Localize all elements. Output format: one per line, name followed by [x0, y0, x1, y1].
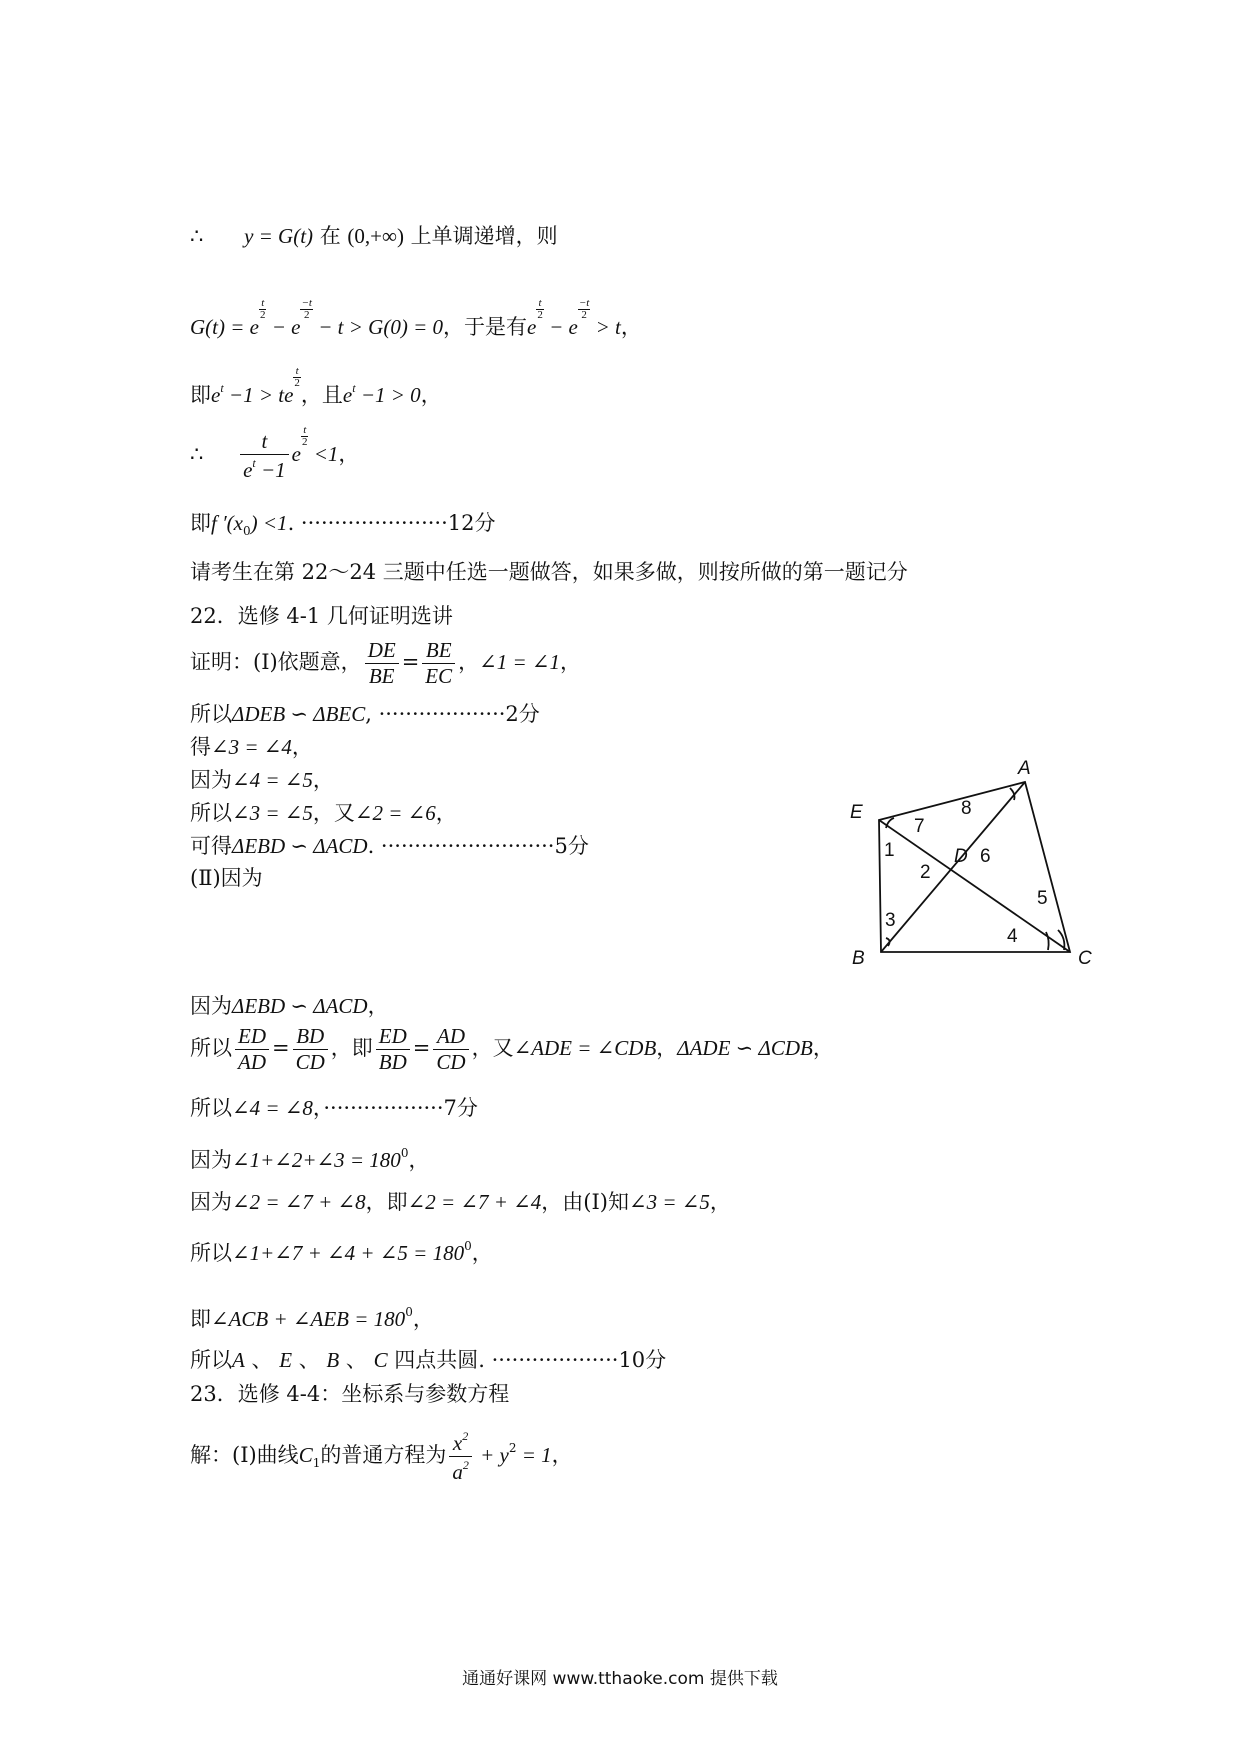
- geometry-figure: [850, 752, 1110, 972]
- expr: ) <1: [250, 511, 288, 535]
- line-24: 解：(Ⅰ)曲线$C_1$的普通方程为 $\frac{x^2}{a^2}$ + $y^2 = 1$，: [190, 1429, 573, 1484]
- text: 即: [190, 511, 211, 535]
- fraction: $\frac{t}{e^t -1}$: [240, 431, 289, 481]
- text: 在: [319, 224, 341, 248]
- text: 上单调递增，则: [410, 224, 558, 248]
- angle-label-4: 4: [1007, 926, 1018, 947]
- line-6: 请考生在第 22～24 三题中任选一题做答，如果多做，则按所做的第一题记分: [190, 560, 908, 584]
- expr: e: [342, 383, 353, 407]
- label-a: A: [1018, 758, 1031, 779]
- angle-label-6: 6: [980, 846, 991, 867]
- interval: (0,+∞): [347, 224, 404, 248]
- label-e: E: [850, 802, 863, 823]
- text: 证明：(Ⅰ)依题意，: [190, 650, 362, 674]
- fraction: $\frac{BE}{EC}$: [422, 640, 455, 687]
- angle-label-2: 2: [920, 862, 931, 883]
- angle-label-5: 5: [1037, 888, 1048, 909]
- expr: ∠4 = ∠5: [232, 768, 313, 792]
- text: 即: [190, 383, 211, 407]
- score-dots: . ······················12分: [287, 511, 496, 535]
- expr: ∠3 = ∠5: [232, 801, 313, 825]
- score-dots: ，··················7分: [312, 1096, 478, 1120]
- score-dots: ···················10分: [484, 1348, 667, 1372]
- text: ，: [420, 383, 442, 407]
- line-2: [190, 298, 642, 338]
- expr: ∠2 = ∠6: [354, 801, 436, 825]
- angle-label-7: 7: [914, 816, 925, 837]
- label-c: C: [1078, 948, 1092, 969]
- text: ，且: [300, 383, 343, 407]
- expr: y = G(t): [244, 224, 314, 248]
- line-1: [190, 226, 558, 247]
- line-11: 因为∠4 = ∠5，: [190, 768, 334, 792]
- line-7: 22．选修 4-1 几何证明选讲: [190, 604, 453, 628]
- expr: − t > G(0) = 0: [312, 315, 443, 339]
- fraction: $\frac{ED}{AD}$: [235, 1026, 269, 1073]
- line-18: 因为∠1+∠2+∠3 = $180^0$，: [190, 1146, 430, 1172]
- angle-label-8: 8: [961, 798, 972, 819]
- score-dots: . ··························5分: [367, 834, 589, 858]
- expr: ∠1+∠7 + ∠4 + ∠5 = 180: [232, 1241, 465, 1265]
- expr: ΔEBD ∽ ΔACD: [232, 994, 368, 1018]
- expr: ΔEBD ∽ ΔACD: [232, 834, 368, 858]
- label-d: D: [954, 846, 968, 867]
- expr: G(t) = e: [190, 315, 259, 339]
- line-22: 所以A 、 E 、 B 、 C 四点共圆. ···················10分: [190, 1348, 667, 1372]
- expr: ∠ADE = ∠CDB: [513, 1036, 657, 1060]
- expr: ∠1 = ∠1: [479, 650, 561, 674]
- exponent-t-over-2: $\frac{t}{2}$: [301, 424, 308, 448]
- fraction: $\frac{x^2}{a^2}$: [449, 1430, 472, 1483]
- quadrilateral-eacb: [879, 782, 1070, 952]
- exponent-neg-t-over-2: $\frac{-t}{2}$: [578, 297, 590, 321]
- expr: <1: [308, 442, 339, 466]
- fraction: $\frac{AD}{CD}$: [433, 1026, 468, 1073]
- text: ，: [620, 315, 642, 339]
- expr: − e: [543, 315, 578, 339]
- diagonal-ab: [881, 782, 1025, 952]
- arc-angle-c: [1046, 932, 1049, 950]
- line-4: [190, 425, 359, 481]
- expr: ∠ACB + ∠AEB = 180: [211, 1307, 406, 1331]
- line-10: 得∠3 = ∠4，: [190, 735, 313, 759]
- therefore-symbol: ∴: [190, 442, 204, 466]
- angle-label-1: 1: [884, 840, 895, 861]
- expr: −1 > te: [223, 383, 294, 407]
- line-19: 因为∠2 = ∠7 + ∠8，即∠2 = ∠7 + ∠4，由(Ⅰ)知∠3 = ∠5，: [190, 1190, 731, 1214]
- exponent: t: [220, 381, 224, 395]
- line-23: 23．选修 4-4：坐标系与参数方程: [190, 1382, 510, 1406]
- fraction: $\frac{ED}{BD}$: [376, 1026, 410, 1073]
- expr: − e: [266, 315, 301, 339]
- text: ，于是有: [442, 315, 527, 339]
- line-12: 所以∠3 = ∠5，又∠2 = ∠6，: [190, 801, 457, 825]
- exponent-t-over-2: $\frac{t}{2}$: [259, 297, 266, 321]
- expr: > t: [590, 315, 621, 339]
- text: ，: [338, 442, 360, 466]
- fraction: $\frac{DE}{BE}$: [365, 640, 399, 687]
- expr: ∠3 = ∠4: [211, 735, 292, 759]
- line-20: 所以∠1+∠7 + ∠4 + ∠5 = $180^0$，: [190, 1239, 493, 1265]
- arc-angle-e: [886, 818, 894, 828]
- angle-label-3: 3: [885, 910, 896, 931]
- page-footer: 通通好课网 www.tthaoke.com 提供下载: [462, 1669, 778, 1689]
- expr: ∠2 = ∠7 + ∠4: [407, 1190, 542, 1214]
- therefore-symbol: ∴: [190, 224, 204, 248]
- expr: e: [291, 442, 301, 466]
- line-8: 证明：(Ⅰ)依题意， $\frac{DE}{BE}$ = $\frac{BE}{EC}$ ，∠1 = ∠1，: [190, 638, 582, 688]
- expr: f ′(x: [211, 511, 243, 535]
- expr: ΔADE ∽ ΔCDB: [677, 1036, 813, 1060]
- line-14: (Ⅱ)因为: [190, 866, 263, 890]
- line-17: 所以∠4 = ∠8，··················7分: [190, 1096, 478, 1120]
- expr: e: [526, 315, 537, 339]
- exponent: t: [352, 381, 356, 395]
- expr: ∠3 = ∠5: [628, 1190, 710, 1214]
- label-b: B: [852, 948, 865, 969]
- line-9: 所以ΔDEB ∽ ΔBEC, ···················2分: [190, 702, 540, 726]
- line-5: 即f $'(x_0) <1$. ······················12分: [190, 511, 496, 539]
- line-16: 所以 $\frac{ED}{AD}$ = $\frac{BD}{CD}$ ，即 $\frac{ED}{BD}$ = $\frac{AD}{CD}$ ，又∠ADE = ∠CDB，ΔADE ∽ ΔCDB，: [190, 1024, 834, 1074]
- exponent-t-over-2: $\frac{t}{2}$: [537, 297, 543, 321]
- expr: ΔDEB ∽ ΔBEC: [232, 702, 366, 726]
- expr: −1 > 0: [355, 383, 421, 407]
- exponent-neg-t-over-2: $\frac{-t}{2}$: [301, 297, 312, 321]
- expr: ∠2 = ∠7 + ∠8: [232, 1190, 366, 1214]
- line-13: 可得ΔEBD ∽ ΔACD. ··························5分: [190, 834, 589, 858]
- expr: ∠1+∠2+∠3 = 180: [232, 1148, 401, 1172]
- line-21: 即∠ACB + ∠AEB = $180^0$，: [190, 1305, 434, 1331]
- expr: ∠4 = ∠8: [232, 1096, 313, 1120]
- diagonal-ec: [879, 820, 1070, 952]
- score-dots: , ···················2分: [365, 702, 540, 726]
- line-15: 因为ΔEBD ∽ ΔACD，: [190, 994, 389, 1018]
- line-3: [190, 366, 442, 406]
- expr: e: [211, 383, 221, 407]
- fraction: $\frac{BD}{CD}$: [293, 1026, 328, 1073]
- exponent-t-over-2: $\frac{t}{2}$: [294, 365, 300, 389]
